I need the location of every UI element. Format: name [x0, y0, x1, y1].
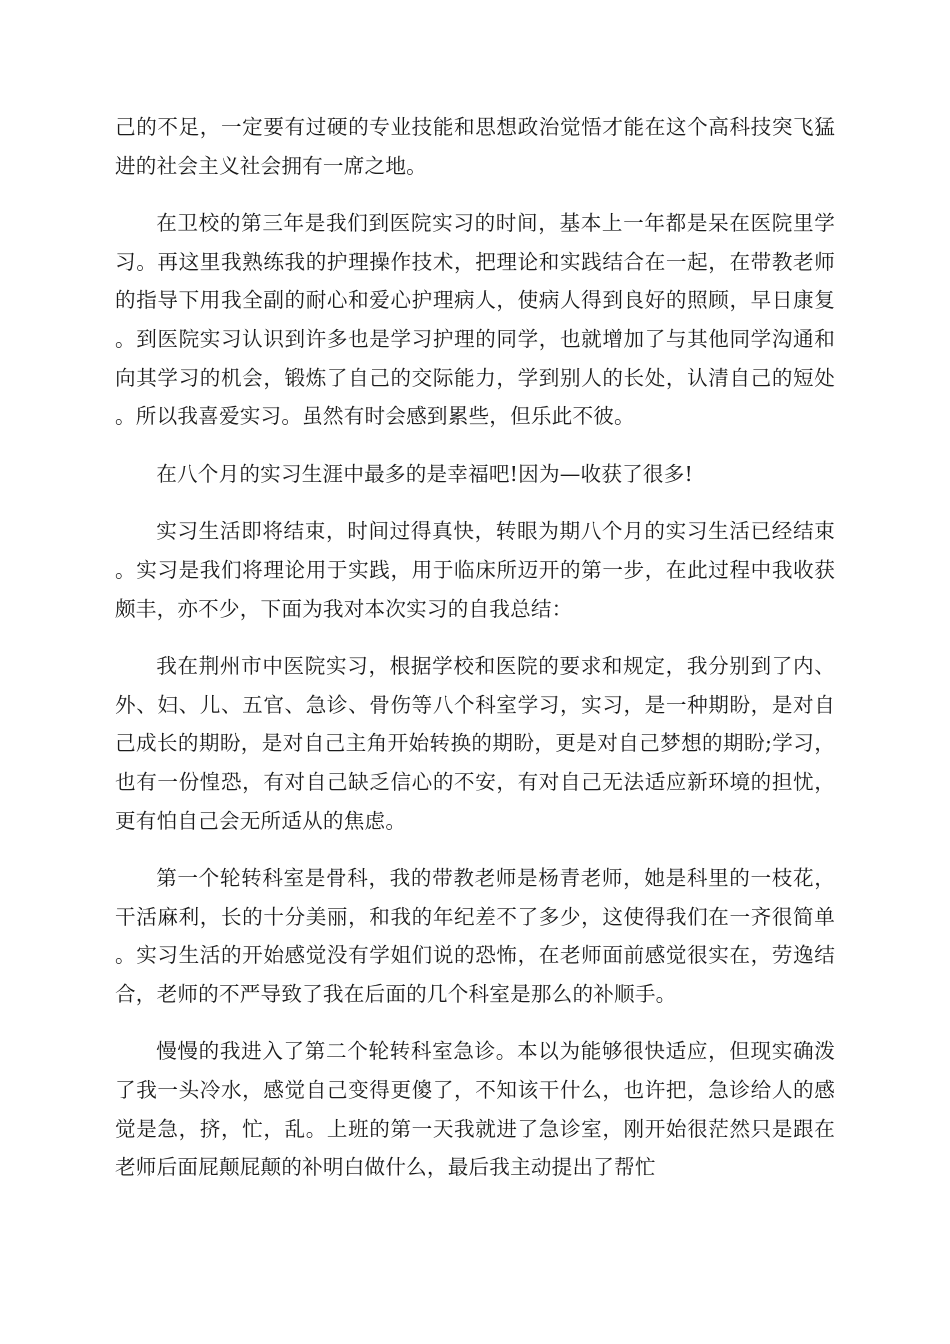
paragraph: 第一个轮转科室是骨科，我的带教老师是杨青老师，她是科里的一枝花，干活麻利，长的十分美丽，和我的年纪差不了多少，这使得我们在一齐很简单。实习生活的开始感觉没有学姐们说的恐怖，在老师面前感觉很实在，劳逸结合，老师的不严导致了我在后面的几个科室是那么的补顺手。	[115, 866, 835, 1006]
paragraph: 我在荆州市中医院实习，根据学校和医院的要求和规定，我分别到了内、外、妇、儿、五官、急诊、骨伤等八个科室学习，实习，是一种期盼，是对自己成长的期盼，是对自己主角开始转换的期盼，更是对自己梦想的期盼;学习，也有一份惶恐，有对自己缺乏信心的不安，有对自己无法适应新环境的担忧，更有怕自己会无所适从的焦虑。	[115, 654, 835, 833]
paragraph: 在八个月的实习生涯中最多的是幸福吧!因为—收获了很多!	[156, 461, 693, 486]
paragraph: 实习生活即将结束，时间过得真快，转眼为期八个月的实习生活已经结束。实习是我们将理论用于实践，用于临床所迈开的第一步，在此过程中我收获颇丰，亦不少，下面为我对本次实习的自我总结：	[115, 519, 835, 621]
paragraph: 慢慢的我进入了第二个轮转科室急诊。本以为能够很快适应，但现实确泼了我一头冷水，感觉自己变得更傻了，不知该干什么，也许把，急诊给人的感觉是急，挤，忙，乱。上班的第一天我就进了急诊室，刚开始很茫然只是跟在老师后面屁颠屁颠的补明白做什么，最后我主动提出了帮忙	[115, 1039, 835, 1180]
document-body	[115, 108, 835, 1206]
paragraph: 在卫校的第三年是我们到医院实习的时间，基本上一年都是呆在医院里学习。再这里我熟练我的护理操作技术，把理论和实践结合在一起，在带教老师的指导下用我全副的耐心和爱心护理病人，使病人得到良好的照顾，早日康复。到医院实习认识到许多也是学习护理的同学，也就增加了与其他同学沟通和向其学习的机会，锻炼了自己的交际能力，学到别人的长处，认清自己的短处。所以我喜爱实习。虽然有时会感到累些，但乐此不彼。	[115, 211, 835, 429]
paragraph: 己的不足，一定要有过硬的专业技能和思想政治觉悟才能在这个高科技突飞猛进的社会主义社会拥有一席之地。	[115, 115, 835, 178]
